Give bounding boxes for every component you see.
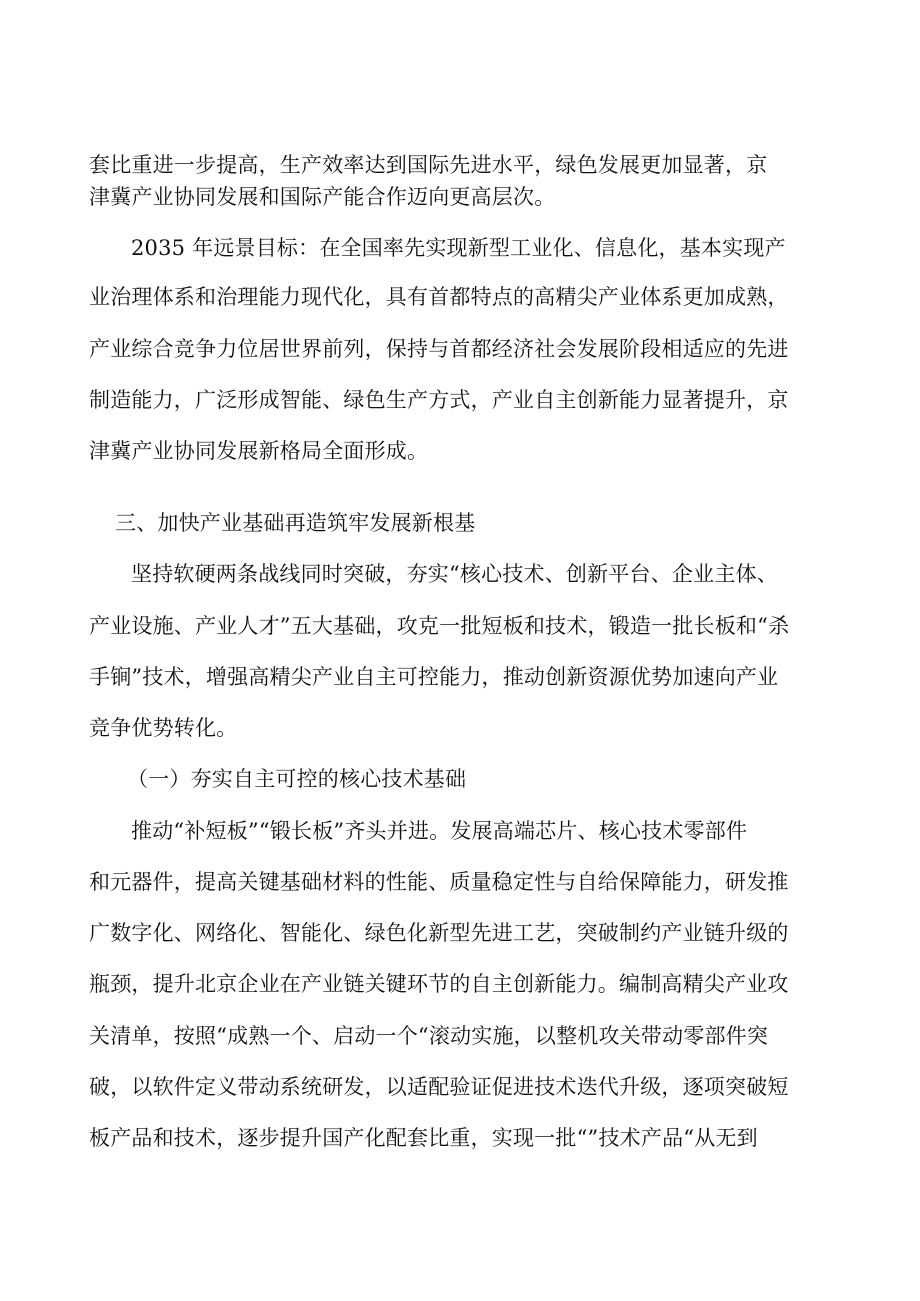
paragraph-line: 板产品和技术，逐步提升国产化配套比重，实现一批“”技术产品“从无到 <box>89 1126 758 1150</box>
paragraph-line: 津冀产业协同发展新格局全面形成。 <box>89 439 429 463</box>
paragraph-line: 产业综合竞争力位居世界前列，保持与首都经济社会发展阶段相适应的先进 <box>89 337 789 361</box>
subsection-heading: （一）夯实自主可控的核心技术基础 <box>127 767 467 791</box>
paragraph-line: 制造能力，广泛形成智能、绿色生产方式，产业自主创新能力显著提升，京 <box>89 388 789 412</box>
paragraph-line: 推动“补短板”“锻长板”齐头并进。发展高端芯片、核心技术零部件 <box>131 819 748 843</box>
paragraph-line: 关清单，按照“成熟一个、启动一个“滚动实施，以整机攻关带动零部件突 <box>89 1024 769 1048</box>
paragraph-line: 津冀产业协同发展和国际产能合作迈向更高层次。 <box>89 185 556 209</box>
paragraph-line: 业治理体系和治理能力现代化，具有首都特点的高精尖产业体系更加成熟， <box>89 285 789 309</box>
paragraph-line: 2035 年远景目标：在全国率先实现新型工业化、信息化，基本实现产 <box>131 236 786 260</box>
paragraph-line: 瓶颈，提升北京企业在产业链关键环节的自主创新能力。编制高精尖产业攻 <box>89 972 789 996</box>
paragraph-line: 套比重进一步提高，生产效率达到国际先进水平，绿色发展更加显著，京 <box>89 153 768 177</box>
section-heading: 三、加快产业基础再造筑牢发展新根基 <box>115 511 476 535</box>
paragraph-line: 破，以软件定义带动系统研发，以适配验证促进技术迭代升级，逐项突破短 <box>89 1075 789 1099</box>
paragraph-line: 手锏”技术，增强高精尖产业自主可控能力，推动创新资源优势加速向产业 <box>89 665 779 689</box>
paragraph-line: 产业设施、产业人才”五大基础，攻克一批短板和技术，锻造一批长板和“杀 <box>89 614 790 638</box>
paragraph-line: 竞争优势转化。 <box>89 716 238 740</box>
paragraph-line: 和元器件，提高关键基础材料的性能、质量稳定性与自给保障能力，研发推 <box>89 870 789 894</box>
paragraph-line: 广数字化、网络化、智能化、绿色化新型先进工艺，突破制约产业链升级的 <box>89 921 789 945</box>
paragraph-line: 坚持软硬两条战线同时突破，夯实“核心技术、创新平台、企业主体、 <box>131 562 778 586</box>
